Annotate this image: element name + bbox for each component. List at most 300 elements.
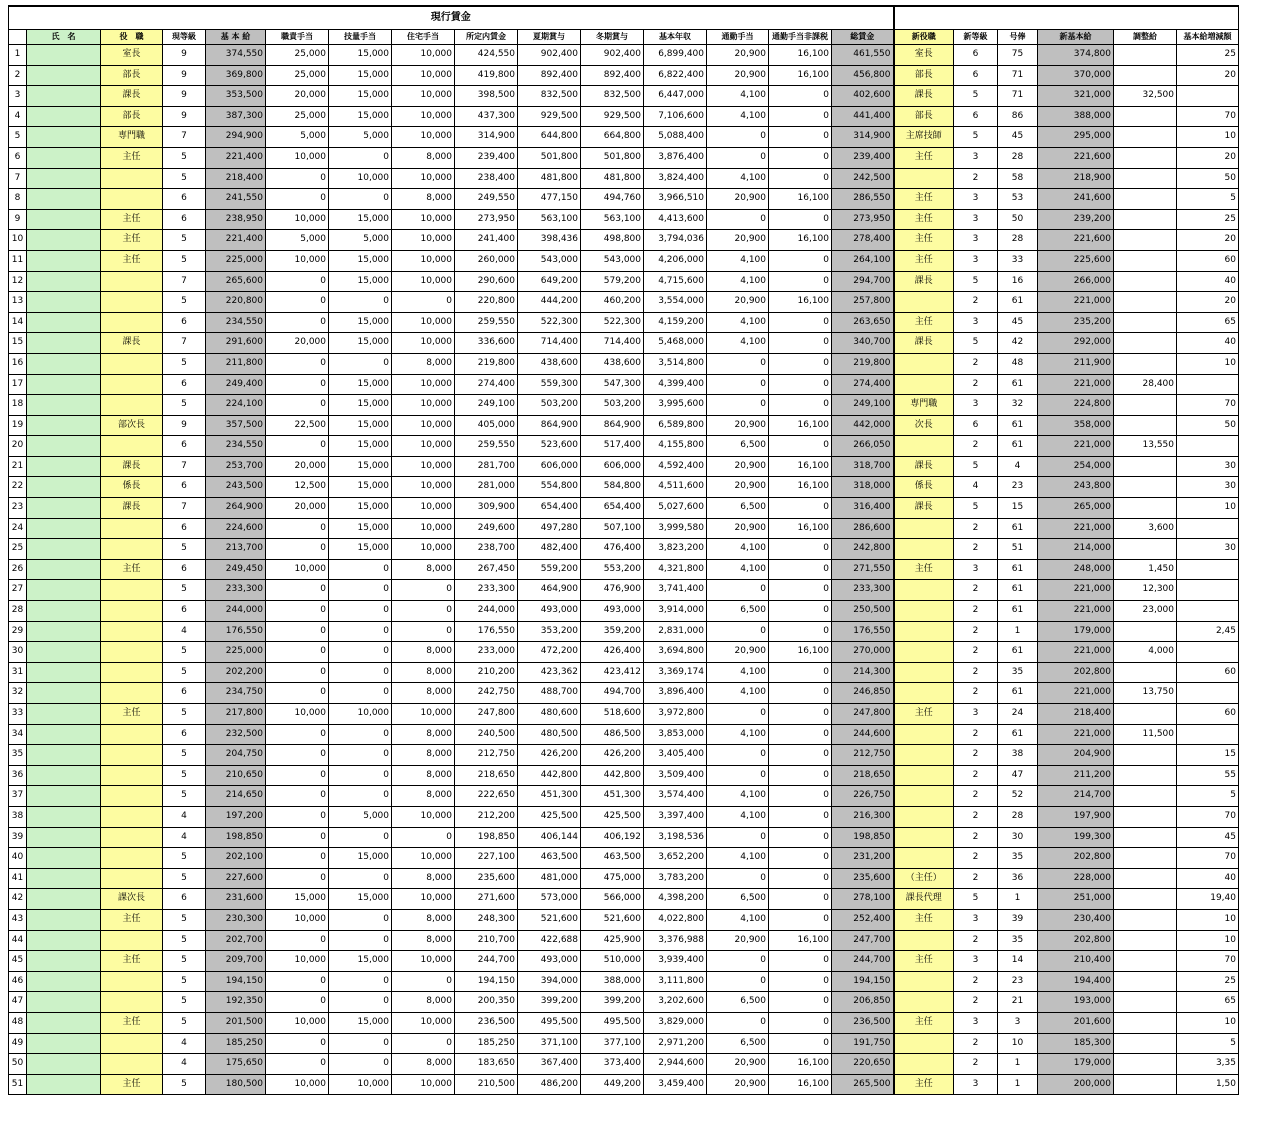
table-cell[interactable]: 10,000 [266, 559, 329, 580]
table-cell[interactable]: 47 [9, 992, 27, 1013]
table-cell[interactable]: 50 [1177, 415, 1239, 436]
table-cell[interactable]: 6 [163, 477, 206, 498]
table-cell[interactable]: 6,500 [707, 1033, 769, 1054]
table-cell[interactable]: 5 [163, 395, 206, 416]
table-cell[interactable]: 10,000 [266, 1012, 329, 1033]
table-cell[interactable]: 2 [954, 1054, 998, 1075]
table-cell[interactable] [101, 930, 163, 951]
table-cell[interactable]: 425,500 [518, 806, 581, 827]
table-cell[interactable]: 225,600 [1038, 250, 1114, 271]
table-cell[interactable] [101, 765, 163, 786]
table-cell[interactable]: 7 [163, 333, 206, 354]
table-cell[interactable]: 0 [392, 1033, 455, 1054]
table-cell[interactable]: 493,000 [518, 951, 581, 972]
table-cell[interactable]: 10,000 [392, 848, 455, 869]
table-cell[interactable]: 254,000 [1038, 456, 1114, 477]
table-cell[interactable]: 15,000 [329, 312, 392, 333]
table-cell[interactable]: 4,100 [707, 539, 769, 560]
table-cell[interactable]: 1,450 [1114, 559, 1177, 580]
table-cell[interactable]: 20,900 [707, 45, 769, 66]
table-cell[interactable]: 522,300 [518, 312, 581, 333]
table-cell[interactable]: 20,900 [707, 230, 769, 251]
table-cell[interactable]: 0 [769, 662, 832, 683]
table-cell[interactable]: 1 [998, 889, 1038, 910]
table-cell[interactable]: 3,783,200 [644, 868, 707, 889]
table-cell[interactable]: 16,100 [769, 230, 832, 251]
table-cell[interactable]: 8,000 [392, 868, 455, 889]
table-cell[interactable]: 12,500 [266, 477, 329, 498]
table-cell[interactable]: 70 [1177, 848, 1239, 869]
table-cell[interactable]: 231,600 [206, 889, 266, 910]
table-cell[interactable]: 5,468,000 [644, 333, 707, 354]
table-cell[interactable]: 5 [163, 580, 206, 601]
table-cell[interactable]: 0 [769, 580, 832, 601]
table-cell[interactable]: 6,500 [707, 436, 769, 457]
table-cell[interactable]: 0 [707, 395, 769, 416]
table-cell[interactable]: 3,741,400 [644, 580, 707, 601]
table-cell[interactable]: 専門職 [101, 127, 163, 148]
table-cell[interactable]: 241,600 [1038, 189, 1114, 210]
table-cell[interactable]: 75 [998, 45, 1038, 66]
table-cell[interactable]: 221,600 [1038, 147, 1114, 168]
table-cell[interactable] [27, 745, 101, 766]
table-cell[interactable]: 6 [163, 518, 206, 539]
table-cell[interactable]: 495,500 [518, 1012, 581, 1033]
table-cell[interactable]: 370,000 [1038, 65, 1114, 86]
table-cell[interactable]: 主任 [101, 559, 163, 580]
table-cell[interactable]: 221,000 [1038, 292, 1114, 313]
table-cell[interactable] [27, 147, 101, 168]
table-cell[interactable]: 438,600 [581, 353, 644, 374]
table-cell[interactable]: 200,000 [1038, 1074, 1114, 1095]
table-cell[interactable]: 3 [998, 1012, 1038, 1033]
table-cell[interactable]: 61 [998, 292, 1038, 313]
table-cell[interactable] [1177, 518, 1239, 539]
table-cell[interactable]: 4 [163, 621, 206, 642]
table-cell[interactable]: 497,280 [518, 518, 581, 539]
table-cell[interactable]: 0 [707, 580, 769, 601]
table-cell[interactable] [101, 642, 163, 663]
table-cell[interactable]: 2 [954, 292, 998, 313]
table-cell[interactable]: 0 [707, 353, 769, 374]
table-cell[interactable]: 5 [163, 250, 206, 271]
table-cell[interactable]: 6,899,400 [644, 45, 707, 66]
table-cell[interactable]: 0 [329, 559, 392, 580]
table-cell[interactable]: 437,300 [455, 106, 518, 127]
table-cell[interactable]: 5,000 [266, 127, 329, 148]
table-cell[interactable]: 244,600 [832, 724, 894, 745]
table-cell[interactable]: 0 [329, 909, 392, 930]
table-cell[interactable]: 0 [329, 1033, 392, 1054]
table-cell[interactable]: 3,896,400 [644, 683, 707, 704]
table-cell[interactable]: 6,500 [707, 498, 769, 519]
table-cell[interactable]: 15,000 [329, 209, 392, 230]
table-cell[interactable]: 5 [954, 889, 998, 910]
table-cell[interactable]: 0 [769, 909, 832, 930]
table-cell[interactable]: 主任 [101, 1012, 163, 1033]
table-cell[interactable]: 29 [9, 621, 27, 642]
table-cell[interactable]: 3 [9, 86, 27, 107]
table-cell[interactable]: 30 [1177, 477, 1239, 498]
table-cell[interactable] [1114, 415, 1177, 436]
table-cell[interactable] [27, 559, 101, 580]
table-cell[interactable]: 480,500 [518, 724, 581, 745]
table-cell[interactable] [1114, 1012, 1177, 1033]
table-cell[interactable]: 6 [163, 209, 206, 230]
table-cell[interactable]: 3,652,200 [644, 848, 707, 869]
table-cell[interactable]: 198,850 [832, 827, 894, 848]
table-cell[interactable]: 部長 [894, 65, 954, 86]
table-cell[interactable]: 340,700 [832, 333, 894, 354]
table-cell[interactable]: 主任 [101, 704, 163, 725]
table-cell[interactable]: 554,800 [518, 477, 581, 498]
table-cell[interactable]: 234,550 [206, 436, 266, 457]
table-cell[interactable]: 47 [998, 765, 1038, 786]
table-cell[interactable]: 204,750 [206, 745, 266, 766]
table-cell[interactable]: 425,900 [581, 930, 644, 951]
table-cell[interactable]: 4,100 [707, 168, 769, 189]
table-cell[interactable]: 3,397,400 [644, 806, 707, 827]
table-cell[interactable]: 179,000 [1038, 621, 1114, 642]
table-cell[interactable]: 210,500 [455, 1074, 518, 1095]
table-cell[interactable]: 3,202,600 [644, 992, 707, 1013]
table-cell[interactable]: 563,100 [581, 209, 644, 230]
table-cell[interactable] [101, 971, 163, 992]
table-cell[interactable]: 220,800 [455, 292, 518, 313]
table-cell[interactable]: 20 [1177, 65, 1239, 86]
table-cell[interactable]: 463,500 [581, 848, 644, 869]
table-cell[interactable]: 70 [1177, 806, 1239, 827]
table-cell[interactable]: 課長 [101, 86, 163, 107]
table-cell[interactable]: 606,000 [581, 456, 644, 477]
table-cell[interactable]: 206,850 [832, 992, 894, 1013]
table-cell[interactable]: 23 [998, 971, 1038, 992]
table-cell[interactable]: 主任 [894, 704, 954, 725]
table-cell[interactable]: 240,500 [455, 724, 518, 745]
table-cell[interactable] [894, 621, 954, 642]
table-cell[interactable] [894, 1033, 954, 1054]
table-cell[interactable] [894, 662, 954, 683]
table-cell[interactable] [1114, 395, 1177, 416]
table-cell[interactable] [27, 683, 101, 704]
table-cell[interactable]: 43 [9, 909, 27, 930]
table-cell[interactable] [27, 868, 101, 889]
table-cell[interactable]: 210,200 [455, 662, 518, 683]
table-cell[interactable]: 398,436 [518, 230, 581, 251]
table-cell[interactable]: 353,200 [518, 621, 581, 642]
table-cell[interactable] [1114, 271, 1177, 292]
table-cell[interactable]: 0 [266, 1033, 329, 1054]
table-cell[interactable]: 70 [1177, 951, 1239, 972]
table-cell[interactable]: 61 [998, 436, 1038, 457]
table-cell[interactable]: 5 [1177, 786, 1239, 807]
table-cell[interactable]: 16,100 [769, 1074, 832, 1095]
table-cell[interactable]: 24 [998, 704, 1038, 725]
table-cell[interactable]: 15,000 [329, 951, 392, 972]
table-cell[interactable] [894, 292, 954, 313]
table-cell[interactable]: 221,600 [1038, 230, 1114, 251]
table-cell[interactable]: 5 [9, 127, 27, 148]
table-cell[interactable]: 2 [954, 827, 998, 848]
table-cell[interactable]: 5 [163, 292, 206, 313]
table-cell[interactable]: 902,400 [581, 45, 644, 66]
table-cell[interactable]: 5 [954, 333, 998, 354]
table-cell[interactable]: 224,600 [206, 518, 266, 539]
table-cell[interactable]: 482,400 [518, 539, 581, 560]
table-cell[interactable]: 10,000 [266, 250, 329, 271]
table-cell[interactable]: 7 [163, 271, 206, 292]
table-cell[interactable]: 20,900 [707, 65, 769, 86]
table-cell[interactable]: 課長 [894, 498, 954, 519]
table-cell[interactable]: 0 [769, 704, 832, 725]
table-cell[interactable] [27, 395, 101, 416]
table-cell[interactable]: 929,500 [581, 106, 644, 127]
table-cell[interactable]: 486,500 [581, 724, 644, 745]
table-cell[interactable]: 10 [1177, 127, 1239, 148]
table-cell[interactable]: 5 [163, 909, 206, 930]
table-cell[interactable]: 0 [266, 848, 329, 869]
table-cell[interactable] [27, 312, 101, 333]
table-cell[interactable]: 8,000 [392, 642, 455, 663]
table-cell[interactable] [1114, 930, 1177, 951]
table-cell[interactable]: 0 [266, 745, 329, 766]
table-cell[interactable]: 243,500 [206, 477, 266, 498]
table-cell[interactable]: 10,000 [392, 395, 455, 416]
table-cell[interactable]: 553,200 [581, 559, 644, 580]
table-cell[interactable]: 20,900 [707, 189, 769, 210]
table-cell[interactable]: 584,800 [581, 477, 644, 498]
table-cell[interactable] [27, 415, 101, 436]
table-cell[interactable] [27, 86, 101, 107]
table-cell[interactable]: 273,950 [832, 209, 894, 230]
table-cell[interactable]: 266,050 [832, 436, 894, 457]
table-cell[interactable]: 179,000 [1038, 1054, 1114, 1075]
table-cell[interactable]: 0 [329, 601, 392, 622]
table-cell[interactable]: 0 [266, 168, 329, 189]
table-cell[interactable]: 559,300 [518, 374, 581, 395]
table-cell[interactable]: 249,100 [455, 395, 518, 416]
table-cell[interactable]: 10,000 [392, 477, 455, 498]
table-cell[interactable]: 8,000 [392, 353, 455, 374]
table-cell[interactable]: 714,400 [581, 333, 644, 354]
table-cell[interactable] [1177, 374, 1239, 395]
table-cell[interactable]: 281,700 [455, 456, 518, 477]
table-cell[interactable]: 225,000 [206, 250, 266, 271]
table-cell[interactable]: 211,800 [206, 353, 266, 374]
table-cell[interactable]: 3,694,800 [644, 642, 707, 663]
table-cell[interactable]: 10,000 [266, 209, 329, 230]
table-cell[interactable]: 61 [998, 683, 1038, 704]
table-cell[interactable]: 387,300 [206, 106, 266, 127]
table-cell[interactable]: 517,400 [581, 436, 644, 457]
table-cell[interactable]: 4,100 [707, 848, 769, 869]
table-cell[interactable]: 12 [9, 271, 27, 292]
table-cell[interactable] [894, 539, 954, 560]
table-cell[interactable] [1114, 745, 1177, 766]
table-cell[interactable]: 259,550 [455, 312, 518, 333]
table-cell[interactable]: 3,198,536 [644, 827, 707, 848]
table-cell[interactable]: 1 [998, 1074, 1038, 1095]
table-cell[interactable]: 463,500 [518, 848, 581, 869]
table-cell[interactable]: 2 [954, 580, 998, 601]
table-cell[interactable] [1114, 292, 1177, 313]
table-cell[interactable]: 212,750 [455, 745, 518, 766]
table-cell[interactable]: 0 [769, 848, 832, 869]
table-cell[interactable]: 20 [1177, 292, 1239, 313]
table-cell[interactable]: 318,700 [832, 456, 894, 477]
table-cell[interactable]: 40 [1177, 271, 1239, 292]
table-cell[interactable]: 5 [163, 1074, 206, 1095]
table-cell[interactable]: 2 [954, 642, 998, 663]
table-cell[interactable]: 359,200 [581, 621, 644, 642]
table-cell[interactable]: 10,000 [392, 436, 455, 457]
table-cell[interactable]: 251,000 [1038, 889, 1114, 910]
table-cell[interactable] [101, 312, 163, 333]
table-cell[interactable]: 244,000 [455, 601, 518, 622]
table-cell[interactable]: 20,000 [266, 498, 329, 519]
table-cell[interactable]: 5 [163, 704, 206, 725]
table-cell[interactable]: 242,750 [455, 683, 518, 704]
table-cell[interactable]: 15 [1177, 745, 1239, 766]
table-cell[interactable]: 0 [266, 395, 329, 416]
table-cell[interactable] [27, 539, 101, 560]
table-cell[interactable] [1114, 477, 1177, 498]
table-cell[interactable] [27, 765, 101, 786]
table-cell[interactable]: 2,944,600 [644, 1054, 707, 1075]
table-cell[interactable]: 4,206,000 [644, 250, 707, 271]
table-cell[interactable]: 523,600 [518, 436, 581, 457]
table-cell[interactable]: 902,400 [518, 45, 581, 66]
table-cell[interactable]: 10,000 [392, 333, 455, 354]
table-cell[interactable]: 8,000 [392, 1054, 455, 1075]
table-cell[interactable]: 714,400 [518, 333, 581, 354]
table-cell[interactable]: 0 [707, 827, 769, 848]
table-cell[interactable]: 20,000 [266, 456, 329, 477]
table-cell[interactable]: 476,900 [581, 580, 644, 601]
table-cell[interactable]: 220,800 [206, 292, 266, 313]
table-cell[interactable]: 係長 [101, 477, 163, 498]
table-cell[interactable] [27, 106, 101, 127]
table-cell[interactable]: 10,000 [392, 1012, 455, 1033]
table-cell[interactable]: 5 [163, 353, 206, 374]
table-cell[interactable]: 3,824,400 [644, 168, 707, 189]
table-cell[interactable]: 課長 [894, 86, 954, 107]
table-cell[interactable]: 主任 [894, 1012, 954, 1033]
table-cell[interactable]: 274,400 [455, 374, 518, 395]
table-cell[interactable]: 3 [954, 189, 998, 210]
table-cell[interactable] [27, 951, 101, 972]
table-cell[interactable]: 0 [769, 1012, 832, 1033]
table-cell[interactable]: 247,800 [832, 704, 894, 725]
table-cell[interactable]: 0 [266, 827, 329, 848]
table-cell[interactable] [1114, 889, 1177, 910]
table-cell[interactable]: 290,600 [455, 271, 518, 292]
table-cell[interactable]: 6 [954, 45, 998, 66]
table-cell[interactable]: 510,000 [581, 951, 644, 972]
table-cell[interactable] [894, 848, 954, 869]
table-cell[interactable] [894, 745, 954, 766]
table-cell[interactable]: 3,405,400 [644, 745, 707, 766]
table-cell[interactable]: 8,000 [392, 930, 455, 951]
table-cell[interactable]: 0 [392, 601, 455, 622]
table-cell[interactable] [894, 765, 954, 786]
table-cell[interactable]: 832,500 [518, 86, 581, 107]
table-cell[interactable]: 15,000 [329, 250, 392, 271]
table-cell[interactable] [101, 580, 163, 601]
table-cell[interactable]: 503,200 [581, 395, 644, 416]
table-cell[interactable]: 25,000 [266, 45, 329, 66]
table-cell[interactable]: 7,106,600 [644, 106, 707, 127]
table-cell[interactable]: 213,700 [206, 539, 266, 560]
table-cell[interactable] [1114, 168, 1177, 189]
table-cell[interactable]: 0 [769, 333, 832, 354]
table-cell[interactable]: 専門職 [894, 395, 954, 416]
table-cell[interactable]: 2 [954, 1033, 998, 1054]
table-cell[interactable] [1114, 189, 1177, 210]
table-cell[interactable]: 4,100 [707, 271, 769, 292]
table-cell[interactable]: 5 [163, 168, 206, 189]
table-cell[interactable]: 0 [392, 292, 455, 313]
table-cell[interactable] [27, 621, 101, 642]
table-cell[interactable]: 211,200 [1038, 765, 1114, 786]
table-cell[interactable]: 10,000 [392, 456, 455, 477]
table-cell[interactable]: 579,200 [581, 271, 644, 292]
table-cell[interactable]: 部次長 [101, 415, 163, 436]
table-cell[interactable]: 236,500 [832, 1012, 894, 1033]
table-cell[interactable]: 20 [1177, 147, 1239, 168]
table-cell[interactable]: 0 [266, 992, 329, 1013]
table-cell[interactable]: 224,800 [1038, 395, 1114, 416]
table-cell[interactable]: 8,000 [392, 662, 455, 683]
table-cell[interactable]: 495,500 [581, 1012, 644, 1033]
table-cell[interactable] [27, 168, 101, 189]
table-cell[interactable]: 4,321,800 [644, 559, 707, 580]
table-cell[interactable]: 4,100 [707, 662, 769, 683]
table-cell[interactable]: 444,200 [518, 292, 581, 313]
table-cell[interactable]: 13 [9, 292, 27, 313]
table-cell[interactable]: 3 [954, 1074, 998, 1095]
table-cell[interactable]: 45 [9, 951, 27, 972]
table-cell[interactable]: 3 [954, 559, 998, 580]
table-cell[interactable]: 20,900 [707, 1054, 769, 1075]
table-cell[interactable]: 4,100 [707, 724, 769, 745]
table-cell[interactable]: 6 [163, 724, 206, 745]
table-cell[interactable]: 31 [9, 662, 27, 683]
table-cell[interactable] [27, 930, 101, 951]
table-cell[interactable]: 0 [266, 868, 329, 889]
table-cell[interactable] [27, 271, 101, 292]
table-cell[interactable]: 270,000 [832, 642, 894, 663]
table-cell[interactable] [101, 436, 163, 457]
table-cell[interactable] [894, 374, 954, 395]
table-cell[interactable]: 175,650 [206, 1054, 266, 1075]
table-cell[interactable]: 0 [769, 374, 832, 395]
table-cell[interactable]: 20,900 [707, 292, 769, 313]
table-cell[interactable]: 369,800 [206, 65, 266, 86]
table-cell[interactable]: 25 [1177, 209, 1239, 230]
table-cell[interactable]: 14 [998, 951, 1038, 972]
table-cell[interactable]: 20 [9, 436, 27, 457]
table-cell[interactable]: 426,200 [581, 745, 644, 766]
table-cell[interactable] [27, 498, 101, 519]
table-cell[interactable]: 45 [1177, 827, 1239, 848]
table-cell[interactable]: 176,550 [455, 621, 518, 642]
table-cell[interactable]: 3,554,000 [644, 292, 707, 313]
table-cell[interactable]: 5 [954, 271, 998, 292]
table-cell[interactable] [101, 806, 163, 827]
table-cell[interactable]: 212,750 [832, 745, 894, 766]
table-cell[interactable]: 0 [266, 642, 329, 663]
